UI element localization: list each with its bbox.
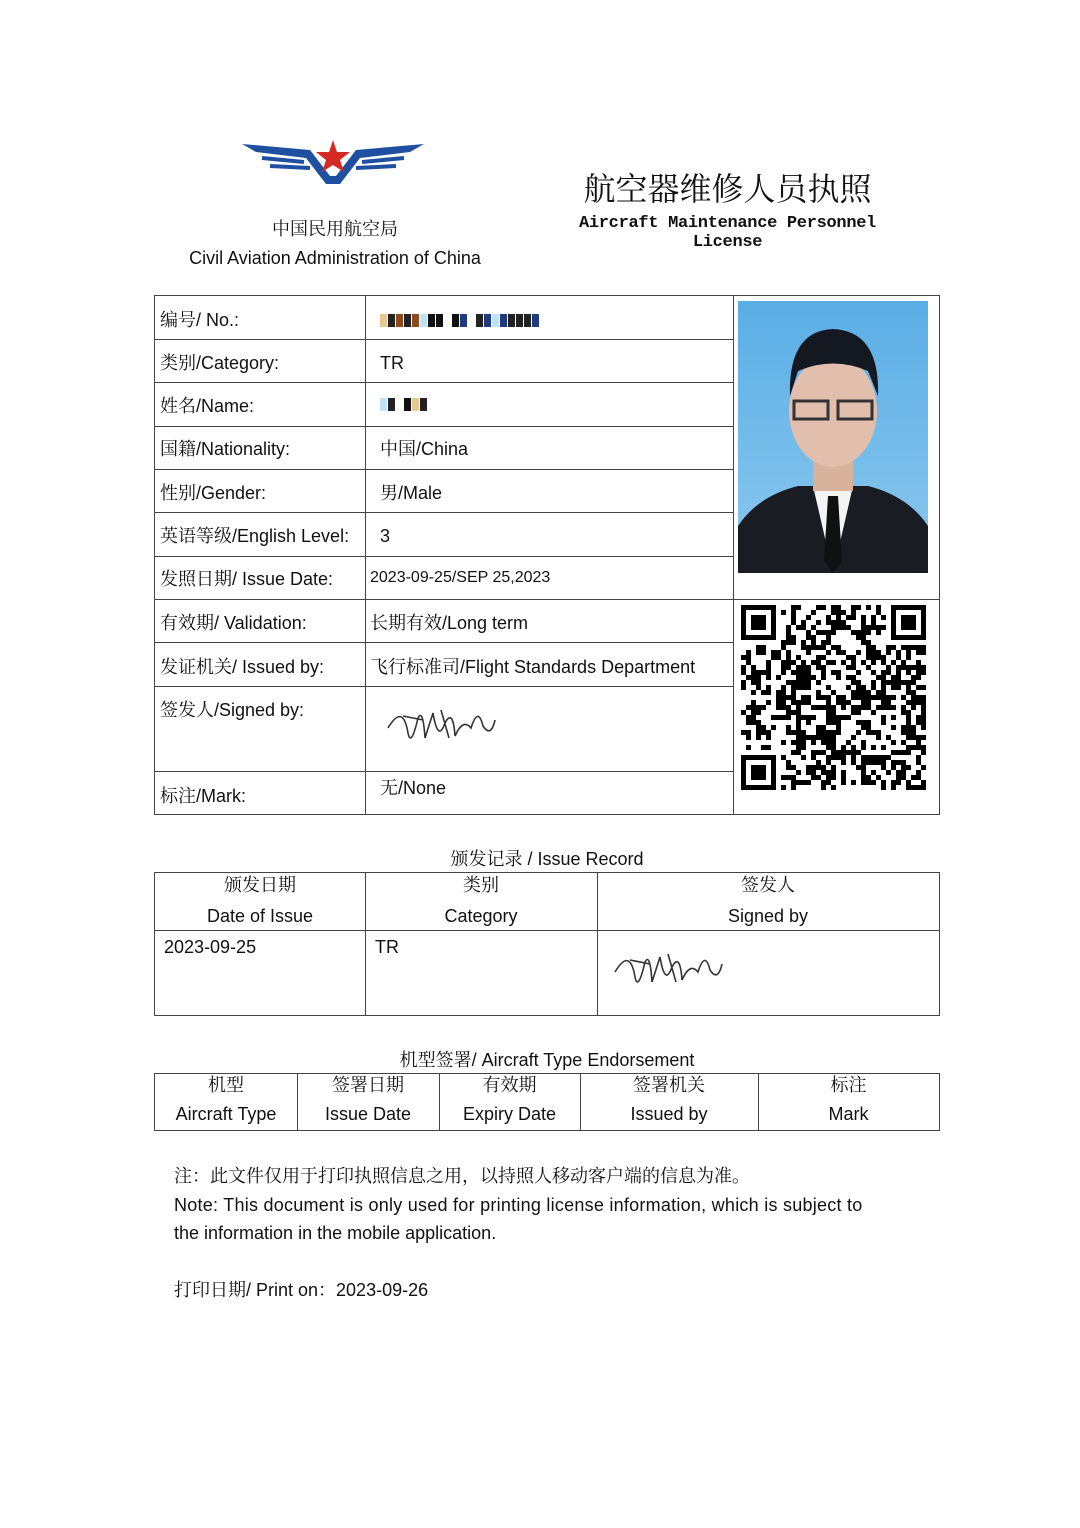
record-date: 2023-09-25 <box>164 937 257 957</box>
note-en-line1: Note: This document is only used for printing license information, which is subject to <box>174 1195 863 1215</box>
caac-logo <box>240 138 426 190</box>
value-issue-date: 2023-09-25/SEP 25,2023 <box>370 569 551 586</box>
value-validation: 长期有效/Long term <box>370 613 529 633</box>
label-gender: 性别/Gender: <box>160 483 267 503</box>
label-signed-by: 签发人/Signed by: <box>160 700 305 720</box>
agency-name-en: Civil Aviation Administration of China <box>189 248 481 268</box>
header-endorsement-issued-by: 签署机关 Issued by <box>630 1075 708 1124</box>
value-number-redacted <box>380 310 540 332</box>
label-name: 姓名/Name: <box>160 396 255 416</box>
label-category: 类别/Category: <box>160 353 280 373</box>
header-category: 类别 Category <box>444 875 518 926</box>
header-date-of-issue: 颁发日期 Date of Issue <box>206 875 314 926</box>
note-en-line2: the information in the mobile application. <box>174 1223 497 1243</box>
value-mark: 无/None <box>380 778 447 798</box>
label-nationality: 国籍/Nationality: <box>160 439 291 459</box>
value-issued-by: 飞行标准司/Flight Standards Department <box>370 657 696 677</box>
print-date: 打印日期/ Print on：2023-09-26 <box>174 1280 429 1300</box>
value-category: TR <box>380 353 404 373</box>
document-title-cn: 航空器维修人员执照 <box>583 170 872 208</box>
holder-photo <box>738 301 928 573</box>
label-issued-by: 发证机关/ Issued by: <box>160 657 325 677</box>
value-name-redacted <box>380 394 436 416</box>
header-aircraft-type: 机型 Aircraft Type <box>175 1075 277 1124</box>
record-category: TR <box>375 937 399 957</box>
header-endorsement-issue-date: 签署日期 Issue Date <box>324 1075 412 1124</box>
endorsement-title: 机型签署/ Aircraft Type Endorsement <box>399 1050 695 1070</box>
agency-name-cn: 中国民用航空局 <box>272 219 398 239</box>
value-english-level: 3 <box>380 526 391 546</box>
value-nationality: 中国/China <box>380 439 469 459</box>
issue-record-title: 颁发记录 / Issue Record <box>450 849 644 869</box>
label-english-level: 英语等级/English Level: <box>160 526 350 546</box>
header-endorsement-mark: 标注 Mark <box>828 1075 869 1124</box>
document-title-en: Aircraft Maintenance Personnel License <box>578 214 877 252</box>
qr-code <box>741 605 926 790</box>
header-signed-by: 签发人 Signed by <box>727 875 809 926</box>
label-issue-date: 发照日期/ Issue Date: <box>160 569 334 589</box>
value-gender: 男/Male <box>380 483 443 503</box>
header-expiry-date: 有效期 Expiry Date <box>462 1075 557 1124</box>
label-mark: 标注/Mark: <box>160 786 247 806</box>
record-signature <box>610 942 730 1002</box>
label-validation: 有效期/ Validation: <box>160 613 307 633</box>
note-cn: 注：此文件仅用于打印执照信息之用，以持照人移动客户端的信息为准。 <box>174 1166 750 1186</box>
signature <box>383 698 503 758</box>
label-number: 编号/ No.: <box>160 310 240 330</box>
